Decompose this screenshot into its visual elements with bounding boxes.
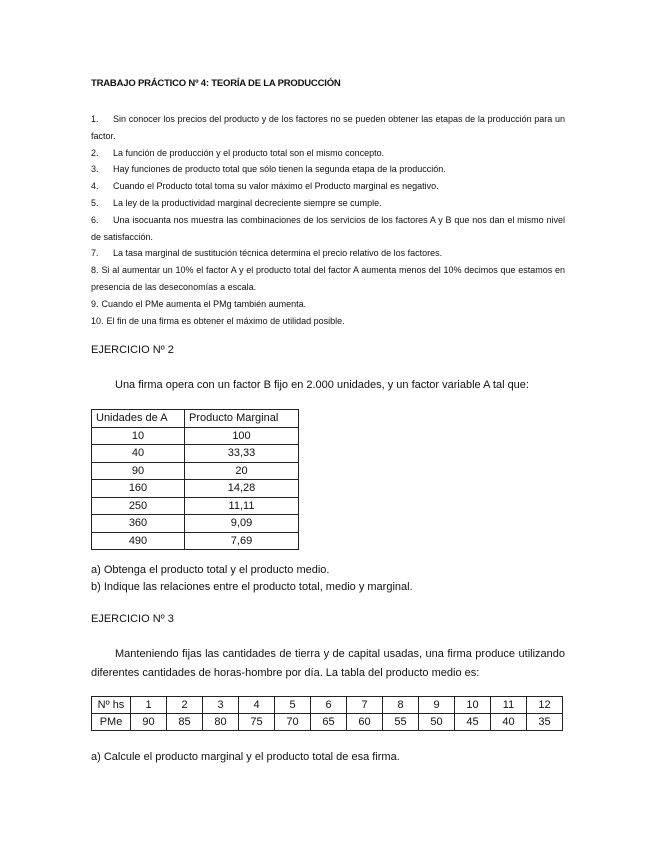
table-row-pme: PMe 90 85 80 75 70 65 60 55 50 45 40 35 [92,714,563,731]
statement-item: 4. Cuando el Producto total toma su valor máximo el Producto marginal es negativo. [91,181,439,192]
table-row: 250 11,11 [92,497,299,515]
exercise-2-intro: Una firma opera con un factor B fijo en 2.000 unidades, y un factor variable A tal que: [115,379,529,391]
document-title: TRABAJO PRÁCTICO Nº 4: TEORÍA DE LA PRODUCCIÓN [91,78,341,89]
table-row: 90 20 [92,462,299,480]
statement-item: 10. El fin de una firma es obtener el máximo de utilidad posible. [91,315,345,326]
exercise-2-heading: EJERCICIO Nº 2 [91,344,174,356]
table-row-hours: Nº hs 1 2 3 4 5 6 7 8 9 10 11 12 [92,697,563,714]
table-row: 490 7,69 [92,532,299,550]
row-label: PMe [92,714,131,731]
statement-item: 1. Sin conocer los precios del producto y de los factores no se pueden obtener las etapas de la producción para un factor. [91,114,565,141]
statement-item: 5. La ley de la productividad marginal decreciente siempre se cumple. [91,197,382,208]
statement-item: 7. La tasa marginal de sustitución técnica determina el precio relativo de los factores. [91,248,443,259]
row-label: Nº hs [92,697,131,714]
average-product-table [91,696,563,731]
statement-item: 2. La función de producción y el producto total son el mismo concepto. [91,147,385,158]
exercise-2-question-a: a) Obtenga el producto total y el producto medio. [91,564,330,576]
statement-item: 8. Si al aumentar un 10% el factor A y el producto total del factor A aumenta menos del 10% decimos que estamos en presencia de las deseconomías a escala. [91,265,565,292]
table-row: 40 33,33 [92,445,299,463]
statement-item: 9. Cuando el PMe aumenta el PMg también aumenta. [91,298,307,309]
marginal-product-table [91,409,299,550]
exercise-3-heading: EJERCICIO Nº 3 [91,613,174,625]
column-header: Producto Marginal [185,410,299,428]
table-header-row [92,410,299,428]
table-row: 160 14,28 [92,480,299,498]
column-header: Unidades de A [92,410,185,428]
exercise-3-question-a: a) Calcule el producto marginal y el producto total de esa firma. [91,751,400,763]
exercise-2-question-b: b) Indique las relaciones entre el producto total, medio y marginal. [91,581,413,593]
exercise-3-intro: Manteniendo fijas las cantidades de tierra y de capital usadas, una firma produce utilizando diferentes cantidades de horas-hombre por día. La tabla del producto medio es: [91,648,565,679]
table-row: 360 9,09 [92,515,299,533]
table-row: 10 100 [92,427,299,445]
statements-list [91,111,565,329]
statement-item: 6. Una isocuanta nos muestra las combinaciones de los servicios de los factores A y B que nos dan el mismo nivel de satisfacción. [91,214,565,242]
statement-item: 3. Hay funciones de producto total que sólo tienen la segunda etapa de la producción. [91,164,446,175]
